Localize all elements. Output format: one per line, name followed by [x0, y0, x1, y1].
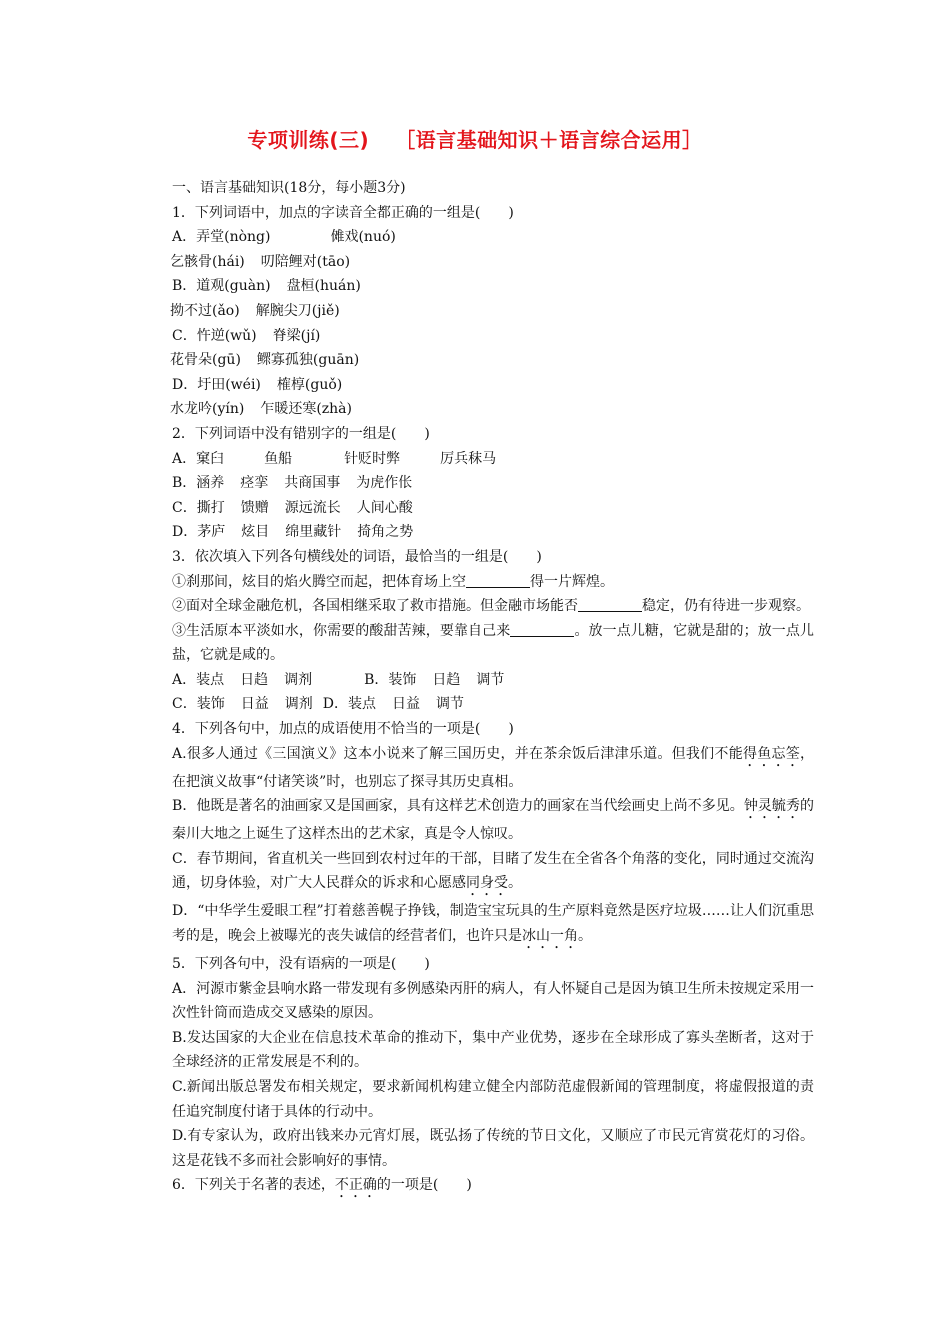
q3-sentence-2: ②面对全球金融危机，各国相继采取了救市措施。但金融市场能否 稳定，仍有待进一步观察。	[172, 598, 810, 615]
emphasized-idiom: 钟灵毓秀	[743, 798, 800, 815]
emphasized-word: 不正确	[334, 1177, 377, 1194]
q5-option-d: D.有专家认为，政府出钱来办元宵灯展，既弘扬了传统的节日文化，又顺应了市民元宵赏花灯的习俗。这是花钱不多而社会影响好的事情。	[172, 1128, 814, 1169]
q1-option-a-line1: A．弄堂(nòng) 傩戏(nuó)	[172, 229, 396, 246]
q3-options-cd: C．装饰 日益 调剂 D．装点 日益 调节	[172, 696, 464, 713]
q2-option-b: B．涵养 痉挛 共商国事 为虎作伥	[172, 475, 413, 492]
q4-option-c: C．春节期间，省直机关一些回到农村过年的干部，目睹了发生在全省各个角落的变化，同时通过交流沟通，切身体验，对广大人民群众的诉求和心愿感同身受。	[172, 850, 814, 892]
title-left: 专项训练(三)	[247, 128, 370, 152]
answer-blank[interactable]	[466, 573, 530, 588]
q6-stem: 6．下列关于名著的表述，不正确的一项是( )	[172, 1177, 472, 1194]
answer-blank[interactable]	[578, 597, 642, 612]
document-body	[172, 176, 814, 1201]
q1-option-d-line1: D．圩田(wéi) 榷椁(guǒ)	[172, 376, 343, 393]
emphasized-idiom: 得鱼忘筌	[742, 745, 801, 762]
q5-option-a: A．河源市紫金县响水路一带发现有多例感染丙肝的病人，有人怀疑自己是因为镇卫生所未按规定采用一次性针筒而造成交叉感染的原因。	[172, 980, 814, 1022]
q2-option-d: D．茅庐 炫目 绵里藏针 掎角之势	[172, 524, 414, 541]
q2-stem: 2．下列词语中没有错别字的一组是( )	[172, 425, 430, 442]
q1-option-b-line1: B．道观(guàn) 盘桓(huán)	[172, 278, 361, 295]
page-title	[0, 124, 950, 153]
q3-sentence-3: ③生活原本平淡如水，你需要的酸甜苦辣，要靠自己来 。放一点儿糖，它就是甜的；放一点儿盐，它就是咸的。	[172, 622, 815, 664]
answer-blank[interactable]	[510, 622, 574, 637]
q2-option-c: C．撕打 馈赠 源远流长 人间心酸	[172, 499, 413, 516]
q5-option-b: B.发达国家的大企业在信息技术革命的推动下，集中产业优势，逐步在全球形成了寡头垄断者，这对于全球经济的正常发展是不利的。	[172, 1029, 814, 1071]
title-right: ［语言基础知识＋语言综合运用］	[395, 128, 703, 152]
q4-option-b: B．他既是著名的油画家又是国画家，具有这样艺术创造力的画家在当代绘画史上尚不多见。钟灵毓秀的秦川大地之上诞生了这样杰出的艺术家，真是令人惊叹。	[172, 798, 814, 843]
section-heading: 一、语言基础知识(18分，每小题3分)	[172, 180, 406, 196]
q1-option-a-line2: 乞骸骨(hái) 叨陪鲤对(tāo)	[170, 253, 351, 270]
q3-options-ab: A．装点 日趋 调剂 B．装饰 日趋 调节	[172, 671, 505, 688]
q3-sentence-1: ①刹那间，炫目的焰火腾空而起，把体育场上空 得一片辉煌。	[172, 573, 614, 590]
q5-option-c: C.新闻出版总署发布相关规定，要求新闻机构建立健全内部防范虚假新闻的管理制度，将虚假报道的责任追究制度付诸于具体的行动中。	[172, 1079, 814, 1120]
q5-stem: 5．下列各句中，没有语病的一项是( )	[172, 956, 430, 973]
q4-option-a: A.很多人通过《三国演义》这本小说来了解三国历史，并在茶余饭后津津乐道。但我们不能得鱼忘筌，在把演义故事“付诸笑谈”时，也别忘了探寻其历史真相。	[172, 745, 815, 790]
q3-stem: 3．依次填入下列各句横线处的词语，最恰当的一组是( )	[172, 548, 542, 565]
q1-stem: 1．下列词语中，加点的字读音全都正确的一组是( )	[172, 204, 514, 221]
q1-option-b-line2: 拗不过(ǎo) 解腕尖刀(jiě)	[170, 302, 340, 319]
emphasized-idiom: 冰山一角	[522, 928, 578, 945]
q2-option-a: A．窠臼 鱼船 针贬时弊 厉兵秣马	[172, 450, 497, 467]
q1-option-c-line2: 花骨朵(gū) 鳏寡孤独(guān)	[170, 352, 360, 369]
q4-stem: 4．下列各句中，加点的成语使用不恰当的一项是( )	[172, 721, 514, 738]
q4-option-d: D．“中华学生爱眼工程”打着慈善幌子挣钱，制造宝宝玩具的生产原料竟然是医疗垃圾……让人们沉重思考的是，晚会上被曝光的丧失诚信的经营者们，也许只是冰山一角。	[172, 903, 814, 945]
q1-option-c-line1: C．忤逆(wǔ) 脊梁(jí)	[172, 327, 321, 344]
emphasized-idiom: 同身受	[466, 875, 508, 892]
q1-option-d-line2: 水龙吟(yín) 乍暖还寒(zhà)	[170, 401, 352, 418]
